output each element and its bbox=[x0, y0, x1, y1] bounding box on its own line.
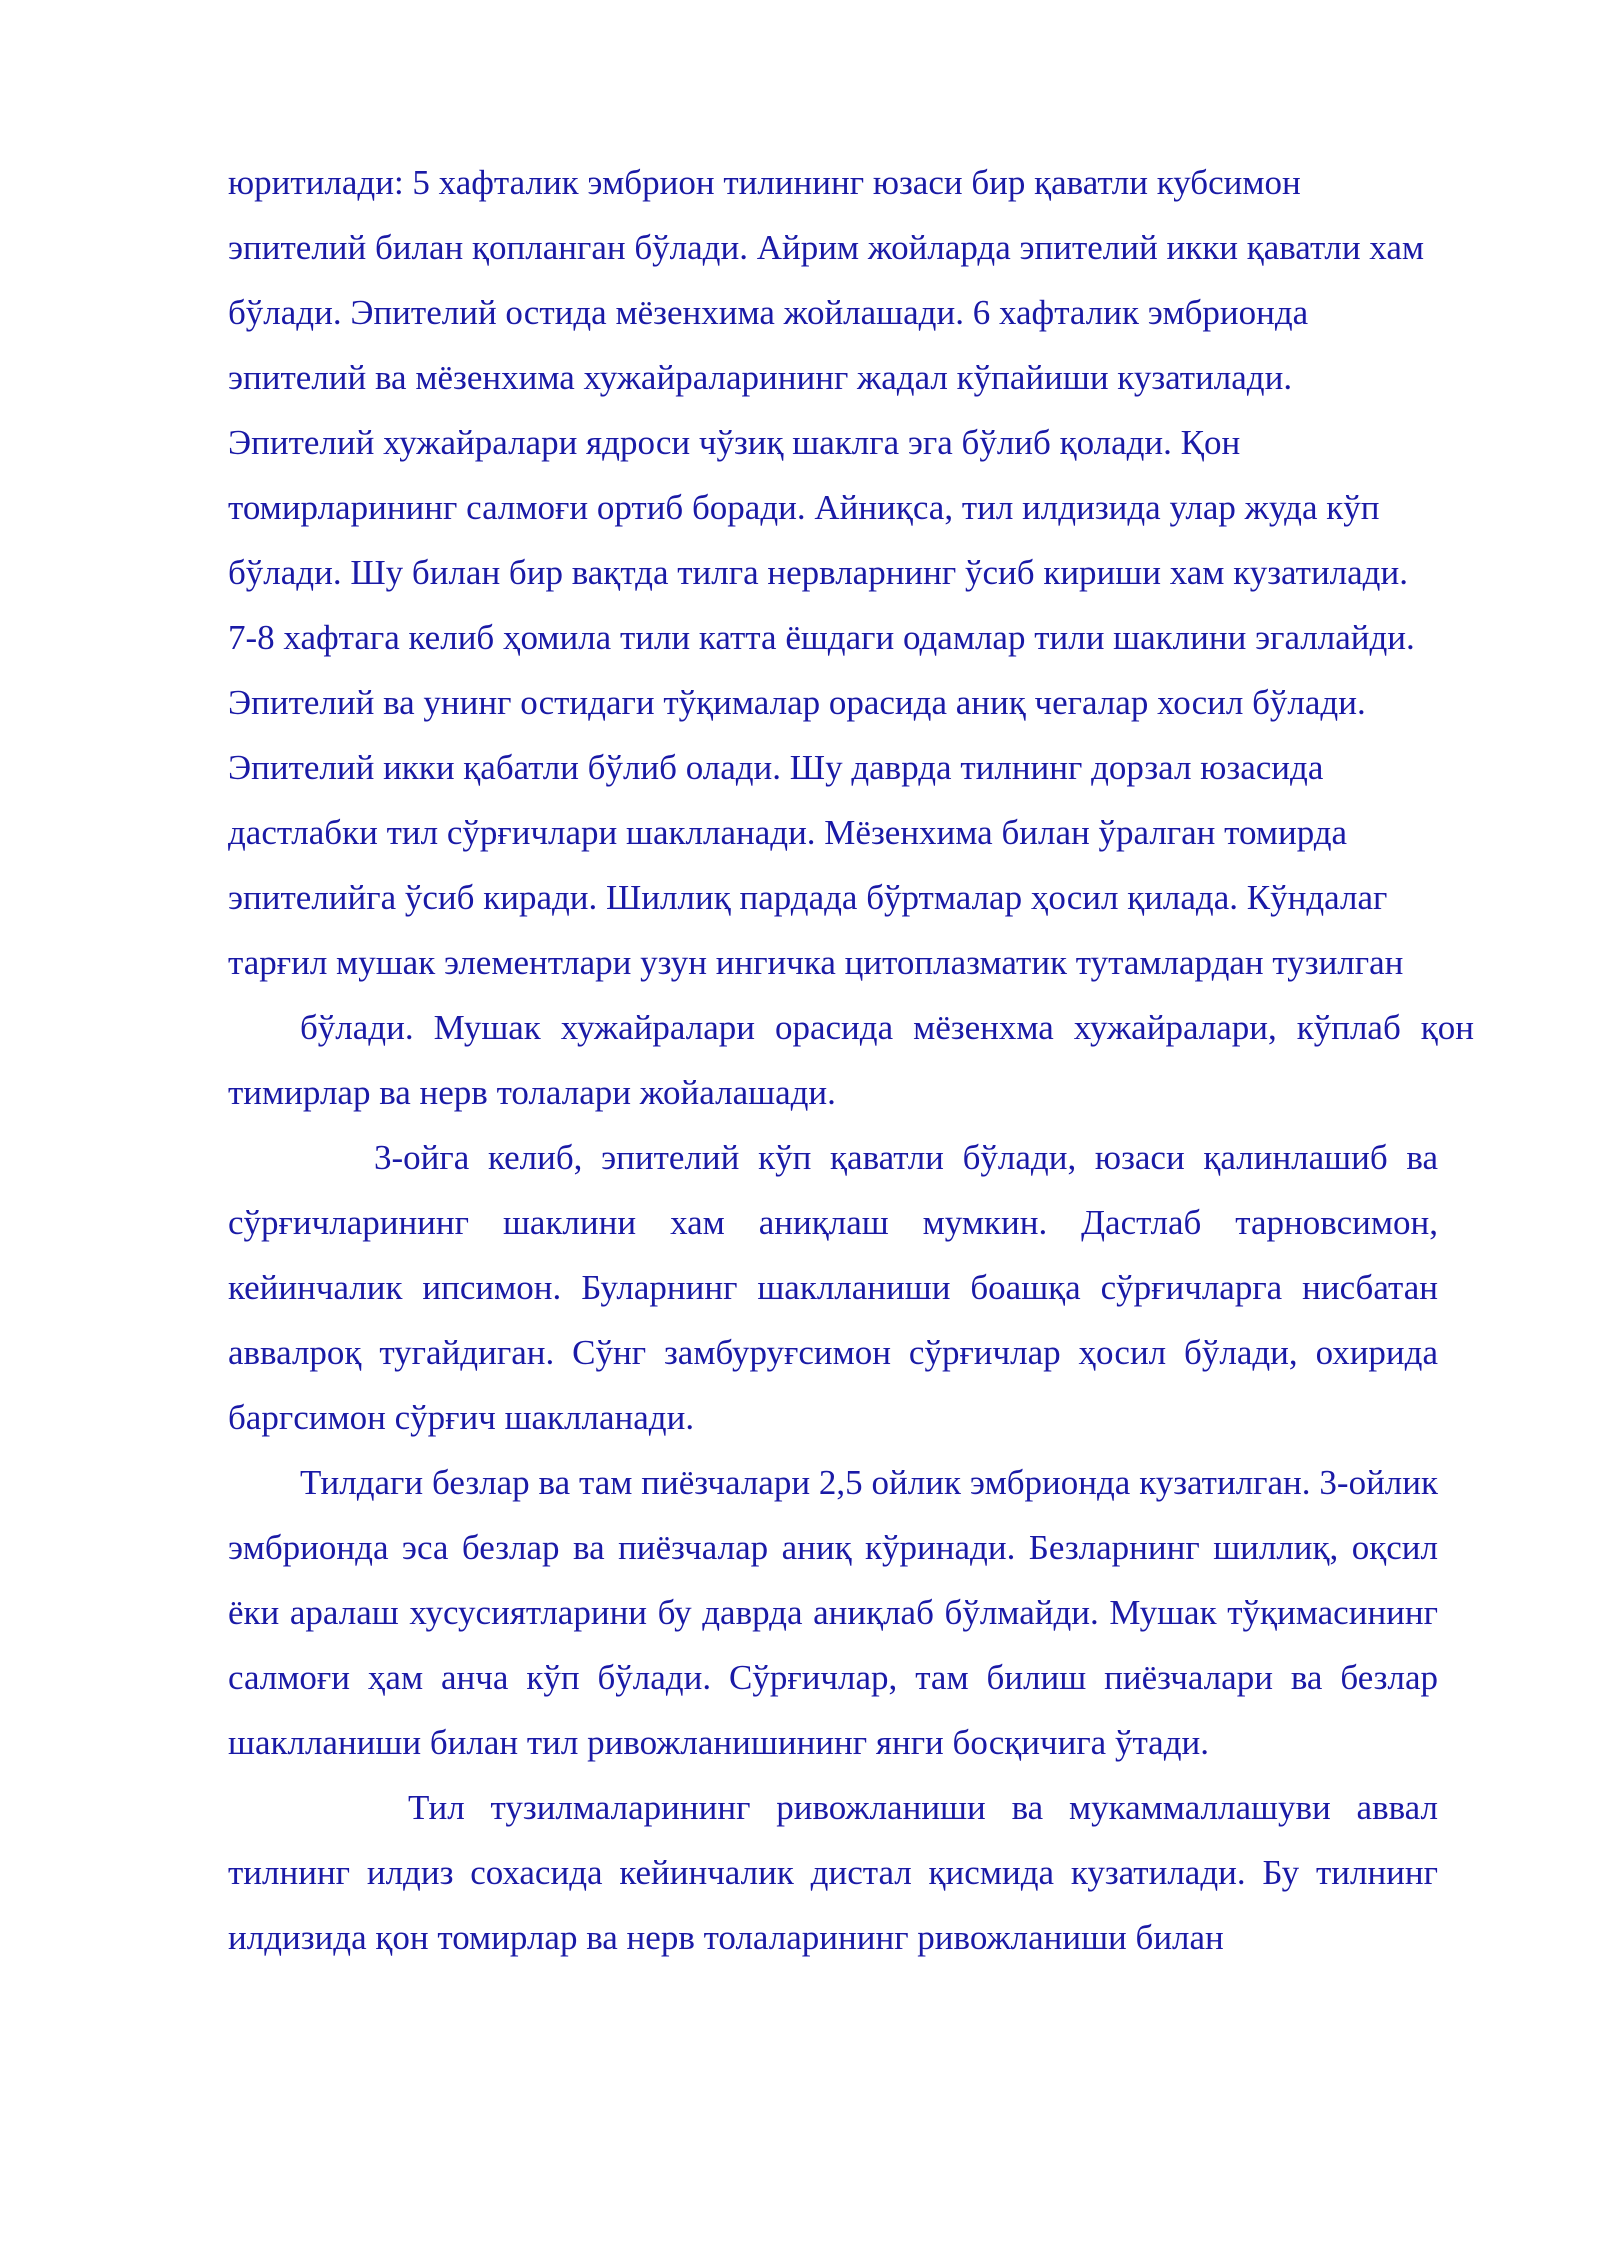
paragraph-4: Тилдаги безлар ва там пиёзчалари 2,5 ойлик эмбрионда кузатилган. 3-ойлик эмбрионда эса безлар ва пиёзчалар аниқ кўринади. Безларнинг шиллиқ, оқсил ёки аралаш хусусиятларини бу даврда аниқлаб бўлмайди. Мушак тўқимасининг салмоғи ҳам анча кўп бўлади. Сўрғичлар, там билиш пиёзчалари ва безлар шаклланиши билан тил ривожланишининг янги босқичига ўтади. bbox=[228, 1463, 1438, 1762]
paragraph-2: бўлади. Мушак хужайралари орасида мёзенхма хужайралари, кўплаб қон тимирлар ва нерв толалари жойалашади. bbox=[228, 1008, 1474, 1112]
paragraph-1: юритилади: 5 хафталик эмбрион тилининг юзаси бир қаватли кубсимон эпителий билан қопланган бўлади. Айрим жойларда эпителий икки қаватли хам бўлади. Эпителий остида мёзенхима жойлашади. 6 хафталик эмбрионда эпителий ва мёзенхима хужайраларининг жадал кўпайиши кузатилади. Эпителий хужайралари ядроси чўзиқ шаклга эга бўлиб қолади. Қон томирларининг салмоғи ортиб боради. Айниқса, тил илдизида улар жуда кўп бўлади. Шу билан бир вақтда тилга нервларнинг ўсиб кириши хам кузатилади. 7-8 хафтага келиб ҳомила тили катта ёшдаги одамлар тили шаклини эгаллайди. Эпителий ва унинг остидаги тўқималар орасида аниқ чегалар хосил бўлади. Эпителий икки қабатли бўлиб олади. Шу даврда тилнинг дорзал юзасида дастлабки тил сўрғичлари шаклланади. Мёзенхима билан ўралган томирда эпителийга ўсиб киради. Шиллиқ пардада бўртмалар ҳосил қилада. Кўндалаг тарғил мушак элементлари узун ингичка цитоплазматик тутамлардан тузилган bbox=[228, 163, 1425, 982]
document-body bbox=[228, 150, 1474, 1970]
paragraph-3: 3-ойга келиб, эпителий кўп қаватли бўлади, юзаси қалинлашиб ва сўрғичларининг шаклини хам аниқлаш мумкин. Дастлаб тарновсимон, кейинчалик ипсимон. Буларнинг шаклланиши боашқа сўрғичларга нисбатан аввалроқ тугайдиган. Сўнг замбуруғсимон сўрғичлар ҳосил бўлади, охирида баргсимон сўрғич шаклланади. bbox=[228, 1138, 1438, 1437]
paragraph-5: Тил тузилмаларининг ривожланиши ва мукаммаллашуви аввал тилнинг илдиз сохасида кейинчалик дистал қисмида кузатилади. Бу тилнинг илдизида қон томирлар ва нерв толаларининг ривожланиши билан bbox=[228, 1788, 1438, 1957]
